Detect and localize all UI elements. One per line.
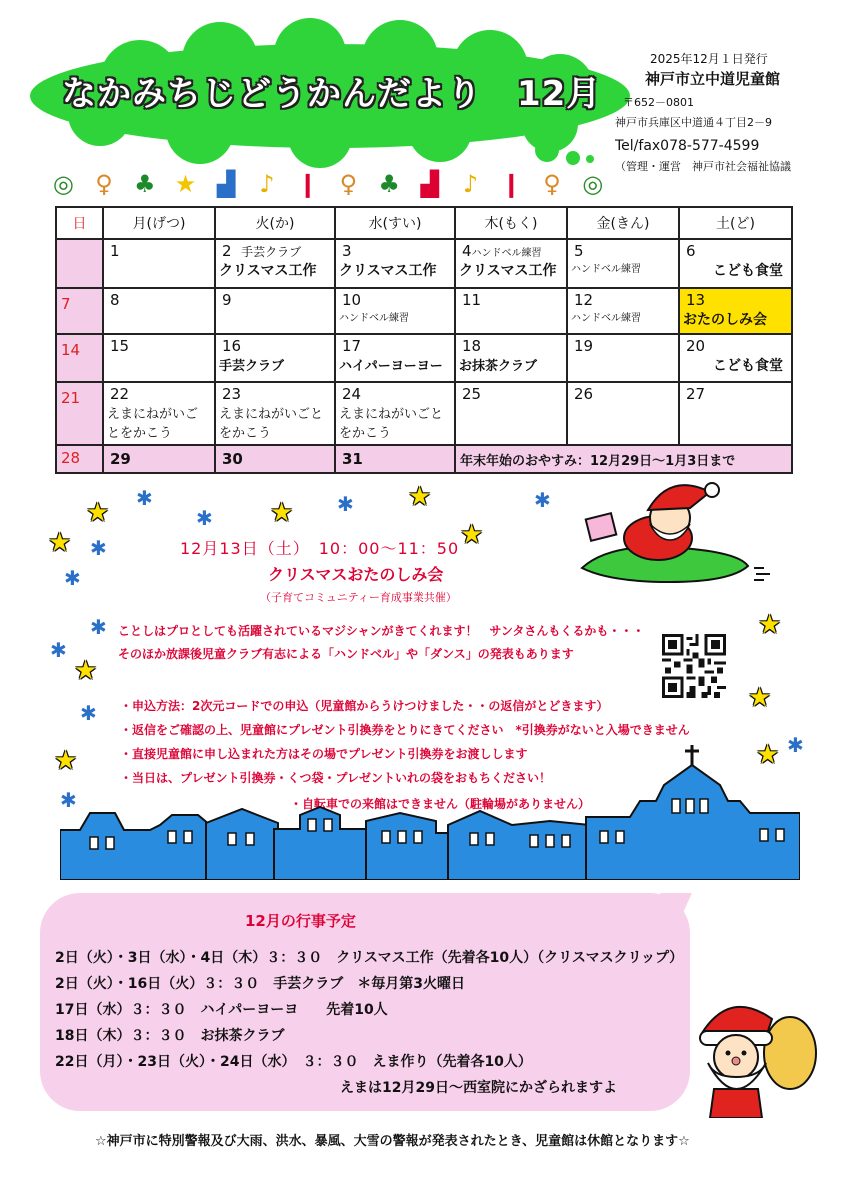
storm-warning-note: ☆神戸市に特別警報及び大雨、洪水、暴風、大雪の警報が発表されたとき、児童館は休館となります☆ — [95, 1134, 690, 1149]
star-icon: ★ — [174, 170, 197, 198]
event-label: えまにねがいご — [107, 407, 199, 422]
day-number: 16 — [222, 337, 242, 355]
day-number: 27 — [686, 385, 706, 403]
day-number: 5 — [574, 242, 584, 260]
calendar-cell-14: 14 — [56, 334, 103, 382]
calendar-week-4 — [56, 382, 792, 445]
star-icon: ★ — [86, 498, 110, 528]
wreath-icon: ◎ — [52, 170, 74, 198]
calendar-cell-12 — [567, 288, 679, 334]
event-label: とをかこう — [107, 426, 173, 441]
day-number: 12 — [574, 291, 594, 309]
calendar-cell-18 — [455, 334, 567, 382]
calendar-cell-17 — [335, 334, 455, 382]
schedule-item: 22日（月）・23日（火）・24日（水） ３：３０ えま作り（先着各10人） — [55, 1054, 532, 1070]
calendar-cell-11 — [455, 288, 567, 334]
event-label: ハンドベル練習 — [571, 313, 641, 324]
calendar-cell-9 — [215, 288, 335, 334]
day-number: 17 — [342, 337, 362, 355]
wreath-icon: ◎ — [582, 170, 604, 198]
calendar-cell-empty — [56, 239, 103, 288]
apply-line: ・返信をご確認の上、児童館にプレゼント引換券をとりにきてください *引換券がないと入場できません — [120, 723, 690, 737]
snowflake-icon: ✱ — [337, 492, 354, 516]
day-number: 15 — [110, 337, 130, 355]
event-datetime: 12月13日（土） 10：00～11：50 — [180, 539, 460, 558]
weekday-sun: 日 — [56, 207, 103, 239]
star-icon: ★ — [758, 610, 782, 640]
event-label: をかこう — [219, 426, 272, 441]
snowflake-icon: ✱ — [80, 701, 97, 725]
event-label: クリスマス工作 — [459, 263, 557, 279]
calendar-cell-19 — [567, 334, 679, 382]
snowflake-icon: ✱ — [60, 788, 77, 812]
day-number: 1 — [110, 242, 120, 260]
event-name: クリスマスおたのしみ会 — [268, 565, 444, 584]
schedule-title: 12月の行事予定 — [245, 912, 356, 930]
event-label: をかこう — [339, 426, 392, 441]
newsletter-title: なかみちじどうかんだより 12月 — [62, 74, 602, 114]
schedule-item: えまは12月29日～西室院にかざられますよ — [340, 1080, 617, 1096]
candle-icon: ❙ — [297, 170, 318, 198]
qr-code[interactable] — [662, 634, 726, 698]
calendar-cell-29 — [103, 445, 215, 473]
event-label: ハンドベル練習 — [571, 264, 641, 275]
day-number: 20 — [686, 337, 706, 355]
star-icon: ★ — [54, 746, 78, 776]
day-number: 19 — [574, 337, 594, 355]
event-label: こども食堂 — [713, 263, 783, 279]
santa-sled-illustration — [570, 478, 790, 598]
calendar-week-2 — [56, 288, 792, 334]
gingerbread-icon: ♀ — [339, 170, 358, 198]
star-icon: ★ — [74, 656, 98, 686]
day-number: 30 — [222, 450, 243, 468]
day-number: 9 — [222, 291, 232, 309]
event-cosponsor: （子育てコミュニティー育成事業共催） — [260, 591, 457, 604]
schedule-item: 2日（火）・16日（火）３：３０ 手芸クラブ ＊毎月第3火曜日 — [55, 976, 465, 992]
calendar-cell-4 — [455, 239, 567, 288]
apply-line: ・当日は、プレゼント引換券・くつ袋・プレゼントいれの袋をおもちください！ — [120, 771, 552, 785]
calendar-week-1 — [56, 239, 792, 288]
event-description — [118, 620, 644, 666]
calendar-cell-21: 21 — [56, 382, 103, 445]
event-label: こども食堂 — [713, 358, 783, 374]
calendar-cell-28: 28 — [56, 445, 103, 473]
calendar-cell-23 — [215, 382, 335, 445]
event-desc-line: そのほか放課後児童クラブ有志による「ハンドベル」や「ダンス」の発表もあります — [118, 646, 574, 661]
day-number: 29 — [110, 450, 131, 468]
day-number: 13 — [686, 291, 706, 309]
calendar-week-5 — [56, 445, 792, 473]
santa-illustration — [680, 993, 820, 1118]
calendar-cell-8 — [103, 288, 215, 334]
calendar-cell-25 — [455, 382, 567, 445]
day-number: 26 — [574, 385, 594, 403]
calendar-cell-20 — [679, 334, 792, 382]
snowflake-icon: ✱ — [787, 733, 804, 757]
snowflake-icon: ✱ — [64, 566, 81, 590]
holly-icon: ♣ — [378, 170, 400, 198]
holiday-note: 年末年始のおやすみ：12月29日～1月3日まで — [455, 445, 792, 473]
tel-fax: Tel/fax078-577-4599 — [615, 137, 760, 154]
gingerbread-icon: ♀ — [543, 170, 561, 198]
day-number: 25 — [462, 385, 482, 403]
gingerbread-icon: ♀ — [95, 170, 113, 198]
star-icon: ★ — [460, 520, 484, 550]
snowflake-icon: ✱ — [136, 486, 153, 510]
calendar-cell-22 — [103, 382, 215, 445]
event-label: ハイパーヨーヨー — [339, 359, 443, 374]
day-number: 2 手芸クラブ — [222, 242, 302, 260]
calendar-cell-15 — [103, 334, 215, 382]
day-number: 4ハンドベル練習 — [462, 242, 542, 260]
day-number: 31 — [342, 450, 363, 468]
weekday-fri: 金(きん) — [567, 207, 679, 239]
apply-line: ・申込方法：2次元コードでの申込（児童館からうけつけました・・の返信がとどきます） — [120, 699, 609, 713]
event-label: お抹茶クラブ — [459, 359, 538, 374]
star-icon: ★ — [408, 482, 432, 512]
day-number: 6 — [686, 242, 696, 260]
star-icon: ★ — [270, 498, 294, 528]
calendar-cell-31 — [335, 445, 455, 473]
day-number: 3 — [342, 242, 352, 260]
schedule-item: 18日（木）３：３０ お抹茶クラブ — [55, 1028, 285, 1044]
calendar-cell-13 — [679, 288, 792, 334]
star-icon: ★ — [48, 528, 72, 558]
snowflake-icon: ✱ — [90, 615, 107, 639]
bicycle-note: ・自転車での来館はできません（駐輪場がありません） — [290, 797, 591, 811]
event-desc-line: ことしはプロとしても活躍されているマジシャンがきてくれます！ サンタさんもくるかも・・・ — [118, 624, 645, 638]
event-label: 手芸クラブ — [219, 359, 285, 374]
calendar-week-3 — [56, 334, 792, 382]
day-number: 22 — [110, 385, 130, 403]
weekday-mon: 月(げつ) — [103, 207, 215, 239]
event-label: えまにねがいごと — [219, 407, 324, 422]
calendar-cell-27 — [679, 382, 792, 445]
candle-icon: ❙ — [501, 170, 522, 198]
header-info — [615, 50, 835, 175]
schedule-item: 2日（火）・3日（水）・4日（木）３：３０ クリスマス工作（先着各10人）（クリスマスクリップ） — [55, 950, 684, 966]
snowflake-icon: ✱ — [196, 506, 213, 530]
calendar-cell-5 — [567, 239, 679, 288]
day-number: 18 — [462, 337, 482, 355]
stocking-icon: ▟ — [217, 170, 236, 198]
schedule-list — [55, 945, 683, 1101]
weekday-thu: 木(もく) — [455, 207, 567, 239]
star-icon: ★ — [756, 740, 780, 770]
calendar-cell-3 — [335, 239, 455, 288]
snowflake-icon: ✱ — [90, 536, 107, 560]
address: 神戸市兵庫区中道通４丁目2－9 — [615, 116, 772, 129]
holly-icon: ♣ — [134, 170, 156, 198]
calendar-cell-24 — [335, 382, 455, 445]
event-label: ハンドベル練習 — [339, 313, 409, 324]
event-label: クリスマス工作 — [219, 263, 317, 279]
calendar-cell-2 — [215, 239, 335, 288]
event-label: クリスマス工作 — [339, 263, 437, 279]
december-calendar — [55, 206, 793, 474]
calendar-cell-16 — [215, 334, 335, 382]
issue-date: 2025年12月１日発行 — [650, 52, 768, 66]
calendar-header-row — [56, 207, 792, 239]
day-number: 11 — [462, 291, 482, 309]
bell-icon: ♪ — [462, 170, 479, 198]
center-name: 神戸市立中道児童館 — [645, 70, 781, 88]
calendar-cell-30 — [215, 445, 335, 473]
day-number: 8 — [110, 291, 120, 309]
weekday-sat: 土(ど) — [679, 207, 792, 239]
snowflake-icon: ✱ — [50, 638, 67, 662]
calendar-cell-1 — [103, 239, 215, 288]
stocking-icon: ▟ — [420, 170, 440, 198]
weekday-tue: 火(か) — [215, 207, 335, 239]
event-label: おたのしみ会 — [683, 312, 767, 328]
day-number: 24 — [342, 385, 362, 403]
christmas-decoration-row — [48, 168, 608, 200]
bell-icon: ♪ — [259, 170, 275, 198]
event-label: 手芸クラブ — [241, 245, 302, 259]
schedule-item: 17日（水）３：３０ ハイパーヨーヨ 先着10人 — [55, 1002, 388, 1018]
snowflake-icon: ✱ — [534, 488, 551, 512]
calendar-cell-6 — [679, 239, 792, 288]
operator: （管理・運営 神戸市社会福祉協議 — [615, 159, 791, 173]
apply-line: ・直接児童館に申し込まれた方はその場でプレゼント引換券をお渡しします — [120, 747, 528, 761]
day-number: 10 — [342, 291, 362, 309]
event-label: ハンドベル練習 — [471, 248, 542, 259]
day-number: 23 — [222, 385, 242, 403]
town-silhouette — [60, 745, 800, 880]
calendar-cell-26 — [567, 382, 679, 445]
weekday-wed: 水(すい) — [335, 207, 455, 239]
calendar-cell-10 — [335, 288, 455, 334]
postal-code: 〒652－0801 — [623, 95, 694, 109]
event-label: えまにねがいごと — [339, 407, 444, 422]
star-icon: ★ — [748, 683, 772, 713]
calendar-cell-7: 7 — [56, 288, 103, 334]
